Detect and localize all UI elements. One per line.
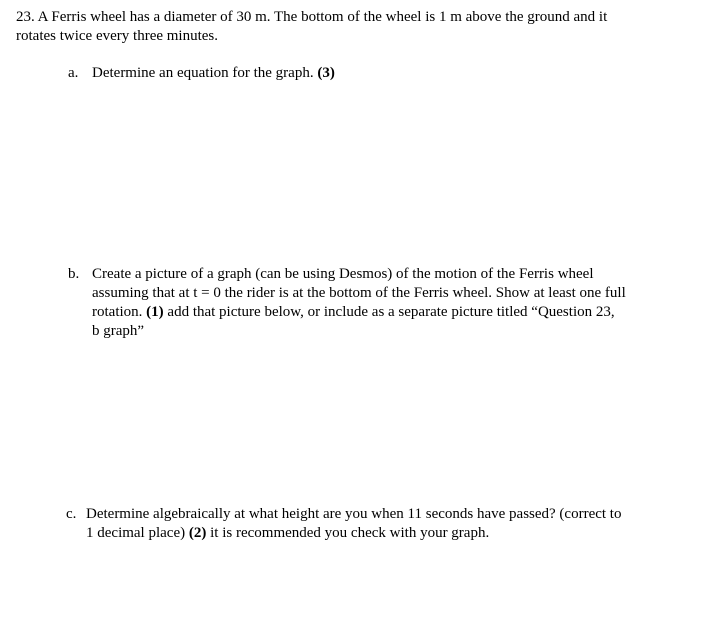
part-c: [66, 505, 686, 543]
part-b-letter: b.: [68, 266, 80, 282]
part-c-letter: c.: [66, 506, 77, 522]
part-b-line-3: [92, 303, 688, 322]
part-a: [68, 64, 688, 83]
question-stem: [16, 8, 676, 46]
part-c-marks: (2): [188, 525, 207, 541]
part-b: [68, 265, 688, 341]
part-a-line-1: [92, 64, 688, 83]
part-c-text: [86, 505, 686, 543]
part-b-line-1: Create a picture of a graph (can be using Desmos) of the motion of the Ferris wheel: [92, 266, 594, 282]
part-b-line-2: assuming that at t = 0 the rider is at the bottom of the Ferris wheel. Show at least one full: [92, 285, 626, 301]
question-stem-line-2: rotates twice every three minutes.: [16, 28, 219, 44]
part-b-text: [92, 265, 688, 341]
part-b-line-3-post: add that picture below, or include as a separate picture titled “Question 23,: [163, 304, 615, 320]
part-a-letter: a.: [68, 65, 79, 81]
part-c-line-2: [86, 524, 686, 543]
part-b-line-4: b graph”: [92, 323, 145, 339]
part-b-line-3-pre: rotation.: [92, 304, 147, 320]
part-c-line-2-post: it is recommended you check with your graph.: [206, 525, 490, 541]
part-a-text: [92, 64, 688, 83]
part-c-line-1: Determine algebraically at what height are you when 11 seconds have passed? (correct to: [86, 506, 622, 522]
part-c-line-2-pre: 1 decimal place): [86, 525, 189, 541]
part-a-marks: (3): [317, 65, 335, 81]
part-a-prompt: Determine an equation for the graph.: [92, 65, 318, 81]
question-stem-line-1: 23. A Ferris wheel has a diameter of 30 m. The bottom of the wheel is 1 m above the ground and it: [16, 9, 608, 25]
part-b-marks: (1): [146, 304, 164, 320]
